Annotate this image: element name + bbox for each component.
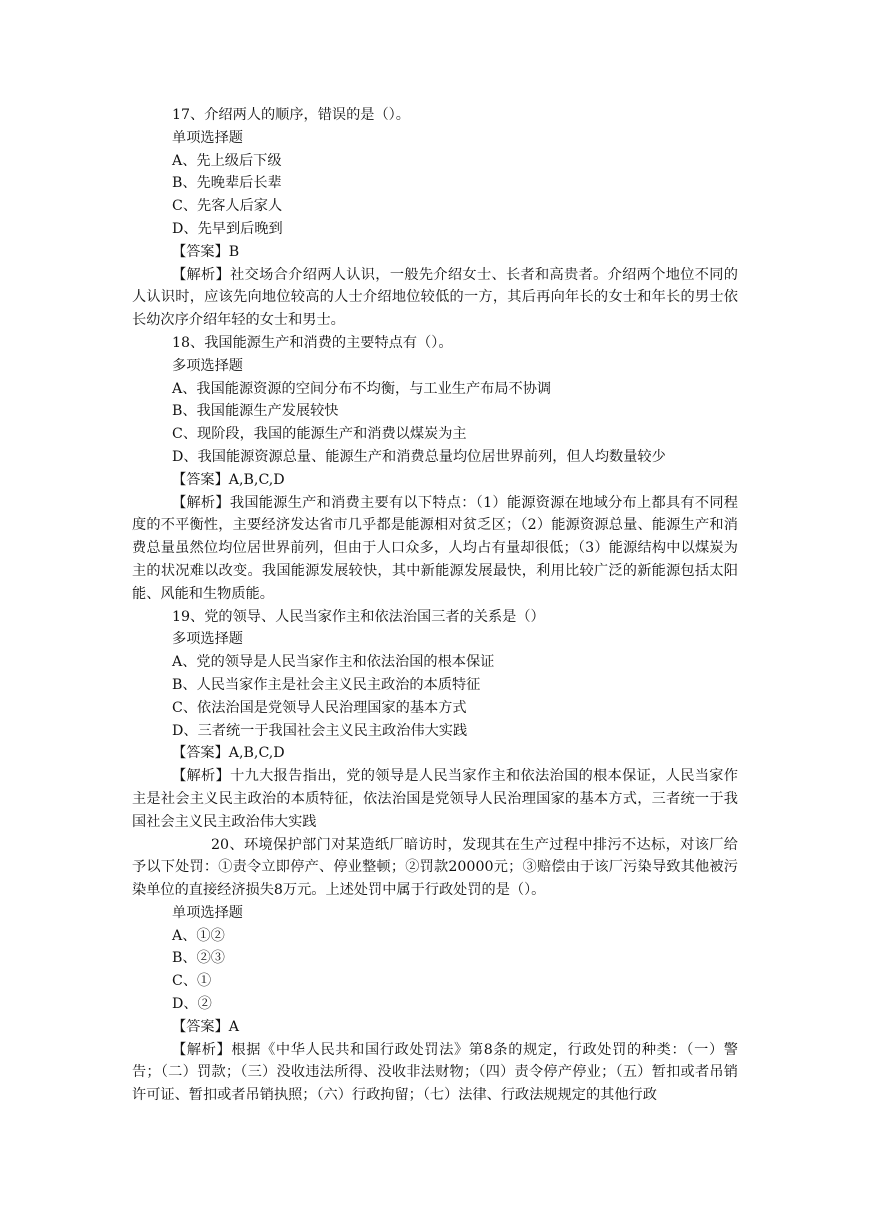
question-stem: 18、我国能源生产和消费的主要特点有（）。 [172, 334, 453, 351]
option-c: C、依法治国是党领导人民治理国家的基本方式 [172, 699, 467, 716]
option-c: C、① [172, 973, 212, 990]
option-a: A、党的领导是人民当家作主和依法治国的根本保证 [172, 654, 495, 671]
analysis: 【解析】十九大报告指出，党的领导是人民当家作主和依法治国的根本保证，人民当家作主是社会主义民主政治的本质特征，依法治国是党领导人民治理国家的基本方式，三者统一于我国社会主义民主政治伟大实践 [132, 768, 738, 830]
question-stem: 17、介绍两人的顺序，错误的是（）。 [172, 107, 410, 123]
analysis: 【解析】社交场合介绍两人认识，一般先介绍女士、长者和高贵者。介绍两个地位不同的人认识时，应该先向地位较高的人士介绍地位较低的一方，其后再向年长的女士和年长的男士依长幼次序介绍年轻的女士和男士。 [132, 266, 738, 329]
question-type: 多项选择题 [172, 357, 243, 374]
analysis: 【解析】我国能源生产和消费主要有以下特点：（1）能源资源在地域分布上都具有不同程度的不平衡性，主要经济发达省市几乎都是能源相对贫乏区；（2）能源资源总量、能源生产和消费总量虽然位均位居世界前列，但由于人口众多，人均占有量却很低；（3）能源结构中以煤炭为主的状况难以改变。我国能源发展较快，其中新能源发展最快，利用比较广泛的新能源包括太阳能、风能和生物质能。 [132, 494, 738, 602]
answer: 【答案】A,B,C,D [172, 745, 285, 762]
option-c: C、现阶段，我国的能源生产和消费以煤炭为主 [172, 426, 467, 443]
option-a: A、我国能源资源的空间分布不均衡，与工业生产布局不协调 [172, 380, 552, 397]
question-17 [132, 104, 738, 332]
question-stem: 20、环境保护部门对某造纸厂暗访时，发现其在生产过程中排污不达标，对该厂给予以下处罚：①责令立即停产、停业整顿；②罚款20000元；③赔偿由于该厂污染导致其他被污染单位的直接经济损失8万元。上述处罚中属于行政处罚的是（）。 [132, 836, 738, 899]
question-stem: 19、党的领导、人民当家作主和依法治国三者的关系是（） [172, 608, 545, 625]
option-b: B、先晚辈后长辈 [172, 175, 282, 192]
option-d: D、我国能源资源总量、能源生产和消费总量均位居世界前列，但人均数量较少 [172, 448, 666, 465]
option-a: A、①② [172, 927, 225, 944]
question-type: 多项选择题 [172, 631, 243, 648]
question-20 [132, 834, 738, 1108]
option-d: D、先早到后晚到 [172, 220, 283, 237]
option-d: D、三者统一于我国社会主义民主政治伟大实践 [172, 722, 468, 739]
document-body [132, 104, 738, 1107]
option-a: A、先上级后下级 [172, 152, 282, 169]
option-b: B、我国能源生产发展较快 [172, 403, 339, 420]
answer: 【答案】A,B,C,D [172, 471, 285, 488]
answer: 【答案】A [172, 1018, 239, 1035]
option-b: B、②③ [172, 950, 225, 967]
analysis: 【解析】根据《中华人民共和国行政处罚法》第8条的规定，行政处罚的种类：（一）警告；（二）罚款；（三）没收违法所得、没收非法财物；（四）责令停产停业；（五）暂扣或者吊销许可证、暂扣或者吊销执照；（六）行政拘留；（七）法律、行政法规规定的其他行政 [132, 1041, 738, 1104]
question-type: 单项选择题 [172, 129, 243, 146]
option-d: D、② [172, 996, 212, 1013]
question-19 [132, 606, 738, 834]
answer: 【答案】B [172, 243, 240, 260]
question-type: 单项选择题 [172, 904, 243, 921]
question-18 [132, 332, 738, 606]
option-c: C、先客人后家人 [172, 198, 283, 215]
option-b: B、人民当家作主是社会主义民主政治的本质特征 [172, 676, 481, 693]
